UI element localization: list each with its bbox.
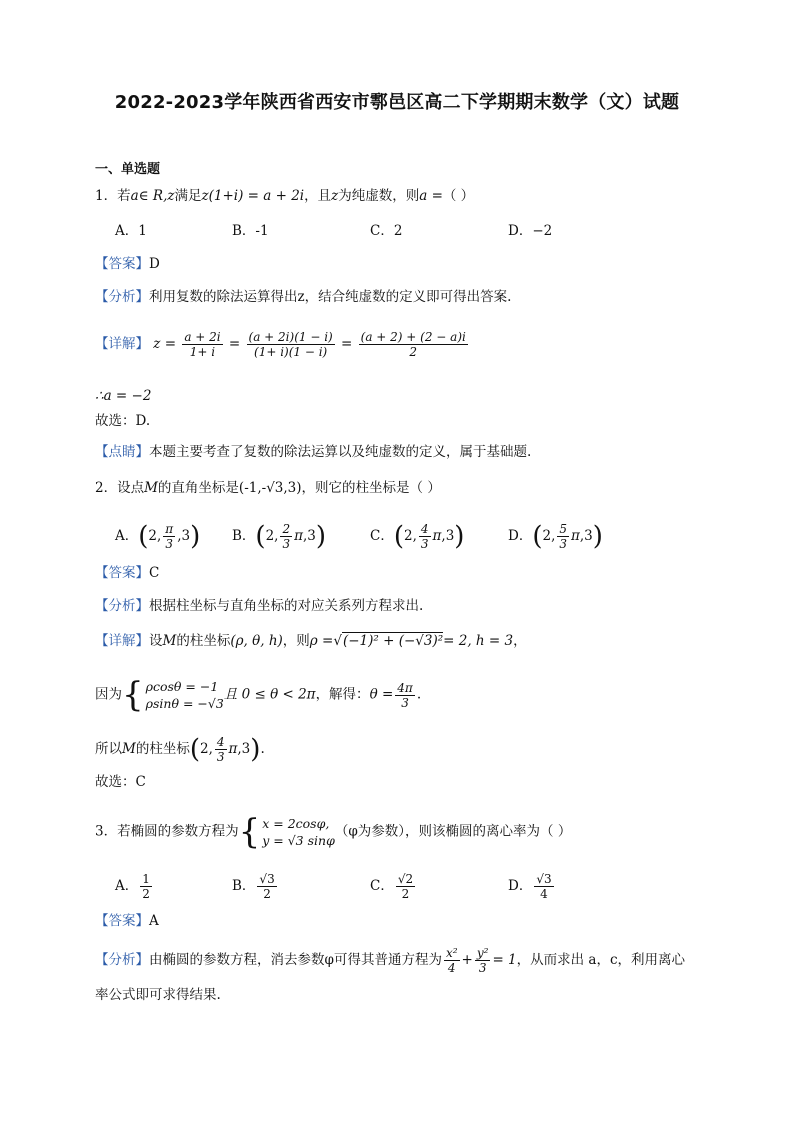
comment-text: 本题主要考查了复数的除法运算以及纯虚数的定义，属于基础题. [149, 444, 532, 460]
q2-option-c: C．(2, $\frac{4}{3}$ π,3) [370, 521, 465, 552]
system-row: y = √3 sinφ [262, 833, 335, 848]
numerator: a + 2i [184, 330, 221, 344]
q2-conclusion: 所以M的柱坐标(2, $\frac{4}{3}$ π,3). [95, 734, 265, 765]
numerator: √3 [536, 872, 552, 886]
option-label: B． [232, 528, 256, 544]
q1-var: z [331, 188, 339, 204]
denominator: (1+ i)(1 − i) [254, 345, 328, 359]
q1-paren: （ ） [442, 188, 475, 204]
q3-analysis-cont: 率公式即可求得结果. [95, 987, 221, 1003]
q1-answer [95, 254, 160, 274]
numerator: π [165, 522, 174, 536]
numerator: √3 [259, 872, 275, 886]
option-fraction [163, 522, 175, 551]
q2-analysis [95, 596, 423, 616]
denominator: 3 [559, 537, 568, 551]
detail-lhs: z = [153, 336, 177, 352]
q3-number: 3．若椭圆的参数方程为 [95, 823, 239, 840]
q2-stem [95, 478, 441, 498]
q2-text: 的直角坐标是 [157, 480, 239, 496]
option-label: C． [370, 878, 394, 894]
q2-system: 因为 { ρcosθ = −1 ρsinθ = −√3 且 0 ≤ θ < 2π，解得：θ = $\frac{4\pi}{3}$ . [95, 675, 422, 715]
denominator: 3 [216, 750, 225, 764]
denominator: 3 [420, 537, 429, 551]
numerator: 4π [397, 680, 413, 695]
answer-value: A [149, 913, 159, 929]
theta-lhs: θ = [369, 686, 394, 703]
answer-value: C [149, 565, 160, 581]
q1-analysis [95, 287, 511, 307]
detail-fraction [247, 330, 335, 359]
option-fraction [419, 522, 431, 551]
q1-option-a: A．1 [115, 223, 147, 239]
option-label: B． [232, 878, 256, 894]
detail-text: 的柱坐标 [176, 633, 231, 649]
detail-fraction [182, 330, 222, 359]
numerator: √2 [397, 872, 414, 886]
equation-system: { ρcosθ = −1 ρsinθ = −√3 [122, 675, 224, 715]
denominator: 2 [263, 887, 271, 901]
q2-number: 2．设点 [95, 480, 145, 496]
denominator: 2 [142, 887, 150, 901]
q3-text: （φ为参数），则该椭圆的离心率为（ ） [334, 823, 572, 840]
detail-tag: 【详解】 [95, 633, 149, 649]
q3-answer [95, 911, 159, 931]
conclusion-text: 所以 [95, 741, 122, 757]
answer-tag: 【答案】 [95, 256, 149, 272]
q1-therefore: ∴a = −2 [95, 388, 152, 404]
analysis-fraction [475, 946, 491, 975]
detail-tag: 【详解】 [95, 336, 149, 352]
system-row: x = 2cosφ, [262, 816, 330, 831]
analysis-text: 由椭圆的参数方程，消去参数φ可得其普通方程为 [149, 952, 442, 968]
analysis-fraction [444, 946, 460, 975]
condition: 且 0 ≤ θ < 2π [223, 686, 316, 703]
q3-option-a [115, 872, 154, 901]
denominator: 4 [447, 961, 456, 975]
because-text: 因为 [95, 686, 122, 703]
conclusion-text: 的柱坐标 [135, 741, 190, 757]
plus: + [461, 952, 473, 968]
numerator: 4 [420, 522, 429, 536]
q2-text: ，则它的柱坐标是（ ） [301, 480, 441, 496]
option-label: A． [115, 878, 139, 894]
q1-number: 1．若 [95, 188, 131, 204]
equation-system: { x = 2cosφ, y = √3 sinφ [238, 812, 335, 852]
q1-text: 满足 [174, 188, 202, 204]
numerator: 5 [559, 522, 568, 536]
option-fraction [140, 872, 152, 901]
numerator: (a + 2i)(1 − i) [248, 330, 333, 344]
equals: = [228, 336, 241, 352]
conclusion-var: M [122, 741, 136, 757]
q1-comment [95, 442, 531, 462]
q1-condition: a∈ R,z [130, 188, 175, 204]
detail-var: M [162, 633, 177, 649]
q1-text: ，且 [304, 188, 332, 204]
system-row: ρsinθ = −√3 [145, 696, 224, 711]
analysis-tag: 【分析】 [95, 598, 149, 614]
theta-fraction [395, 681, 415, 710]
q3-stem [95, 812, 572, 852]
q2-answer [95, 563, 159, 583]
denominator: 3 [282, 537, 291, 551]
solve-text: ，解得： [315, 686, 370, 703]
numerator: 2 [282, 522, 291, 536]
comment-tag: 【点睛】 [95, 444, 149, 460]
denominator: 3 [478, 961, 487, 975]
detail-fraction [359, 330, 468, 359]
detail-sqrt: (−1)² + (−√3)² [342, 633, 444, 649]
denominator: 3 [165, 537, 174, 551]
answer-value: D [149, 256, 160, 272]
detail-text: ， [513, 633, 527, 649]
option-label: D． [508, 878, 533, 894]
analysis-text: 利用复数的除法运算得出z，结合纯虚数的定义即可得出答案. [149, 289, 512, 305]
q2-choose: 故选：C [95, 774, 146, 790]
numerator: x² [445, 946, 458, 960]
q3-option-b [232, 872, 279, 901]
analysis-text: 根据柱坐标与直角坐标的对应关系列方程求出. [149, 598, 424, 614]
detail-text: 设 [149, 633, 163, 649]
q1-var: a = [419, 188, 443, 204]
option-fraction [396, 872, 415, 901]
q3-analysis [95, 946, 685, 975]
q2-option-a: A．(2, $\frac{\pi}{3}$ ,3) [115, 521, 201, 552]
q1-detail [95, 330, 470, 359]
detail-rho: ρ = [309, 633, 334, 649]
denominator: 2 [401, 887, 410, 901]
denominator: 3 [401, 695, 409, 710]
numerator: 4 [216, 735, 225, 749]
q2-option-b: B．(2, $\frac{2}{3}$ π,3) [232, 521, 327, 552]
answer-tag: 【答案】 [95, 565, 149, 581]
detail-coord: (ρ, θ, h) [230, 633, 283, 649]
option-fraction [280, 522, 292, 551]
q1-option-b: B．-1 [232, 223, 269, 239]
q1-option-d: D．−2 [508, 223, 553, 239]
option-label: C． [370, 528, 394, 544]
denominator: 4 [540, 887, 548, 901]
page-title: 2022-2023学年陕西省西安市鄠邑区高二下学期期末数学（文）试题 [114, 92, 680, 113]
option-label: D． [508, 528, 533, 544]
numerator: y² [476, 946, 489, 960]
equals: = 1 [492, 952, 517, 968]
option-label: A． [115, 528, 139, 544]
q2-detail: 【详解】设M的柱坐标(ρ, θ, h)，则ρ =√(−1)² + (−√3)²= 2, h = 3， [95, 633, 527, 649]
q1-option-c: C．2 [370, 223, 403, 239]
section-heading: 一、单选题 [95, 162, 161, 177]
numerator: 1 [142, 872, 150, 886]
q3-option-c [370, 872, 417, 901]
equals: = [341, 336, 353, 352]
q1-stem [95, 186, 474, 206]
q1-text: 为纯虚数，则 [338, 188, 420, 204]
analysis-tag: 【分析】 [95, 289, 149, 305]
q2-point: (-1,-√3,3) [238, 480, 302, 496]
option-fraction [257, 872, 276, 901]
numerator: (a + 2) + (2 − a)i [360, 330, 466, 344]
conclusion-fraction [215, 735, 227, 764]
q2-option-d: D．(2, $\frac{5}{3}$ π,3) [508, 521, 603, 552]
q2-var: M [144, 480, 158, 496]
denominator: 1+ i [189, 345, 216, 359]
q3-option-d [508, 872, 556, 901]
option-fraction [557, 522, 569, 551]
option-fraction [534, 872, 553, 901]
system-row: ρcosθ = −1 [145, 679, 219, 694]
detail-text: ，则 [282, 633, 310, 649]
analysis-tag: 【分析】 [95, 952, 149, 968]
detail-result: = 2, h = 3 [443, 633, 514, 649]
answer-tag: 【答案】 [95, 913, 149, 929]
analysis-text: ，从而求出 a，c，利用离心 [516, 952, 686, 968]
q1-equation: z(1+i) = a + 2i [201, 188, 305, 204]
q1-choose: 故选：D. [95, 413, 151, 429]
denominator: 2 [409, 345, 418, 359]
